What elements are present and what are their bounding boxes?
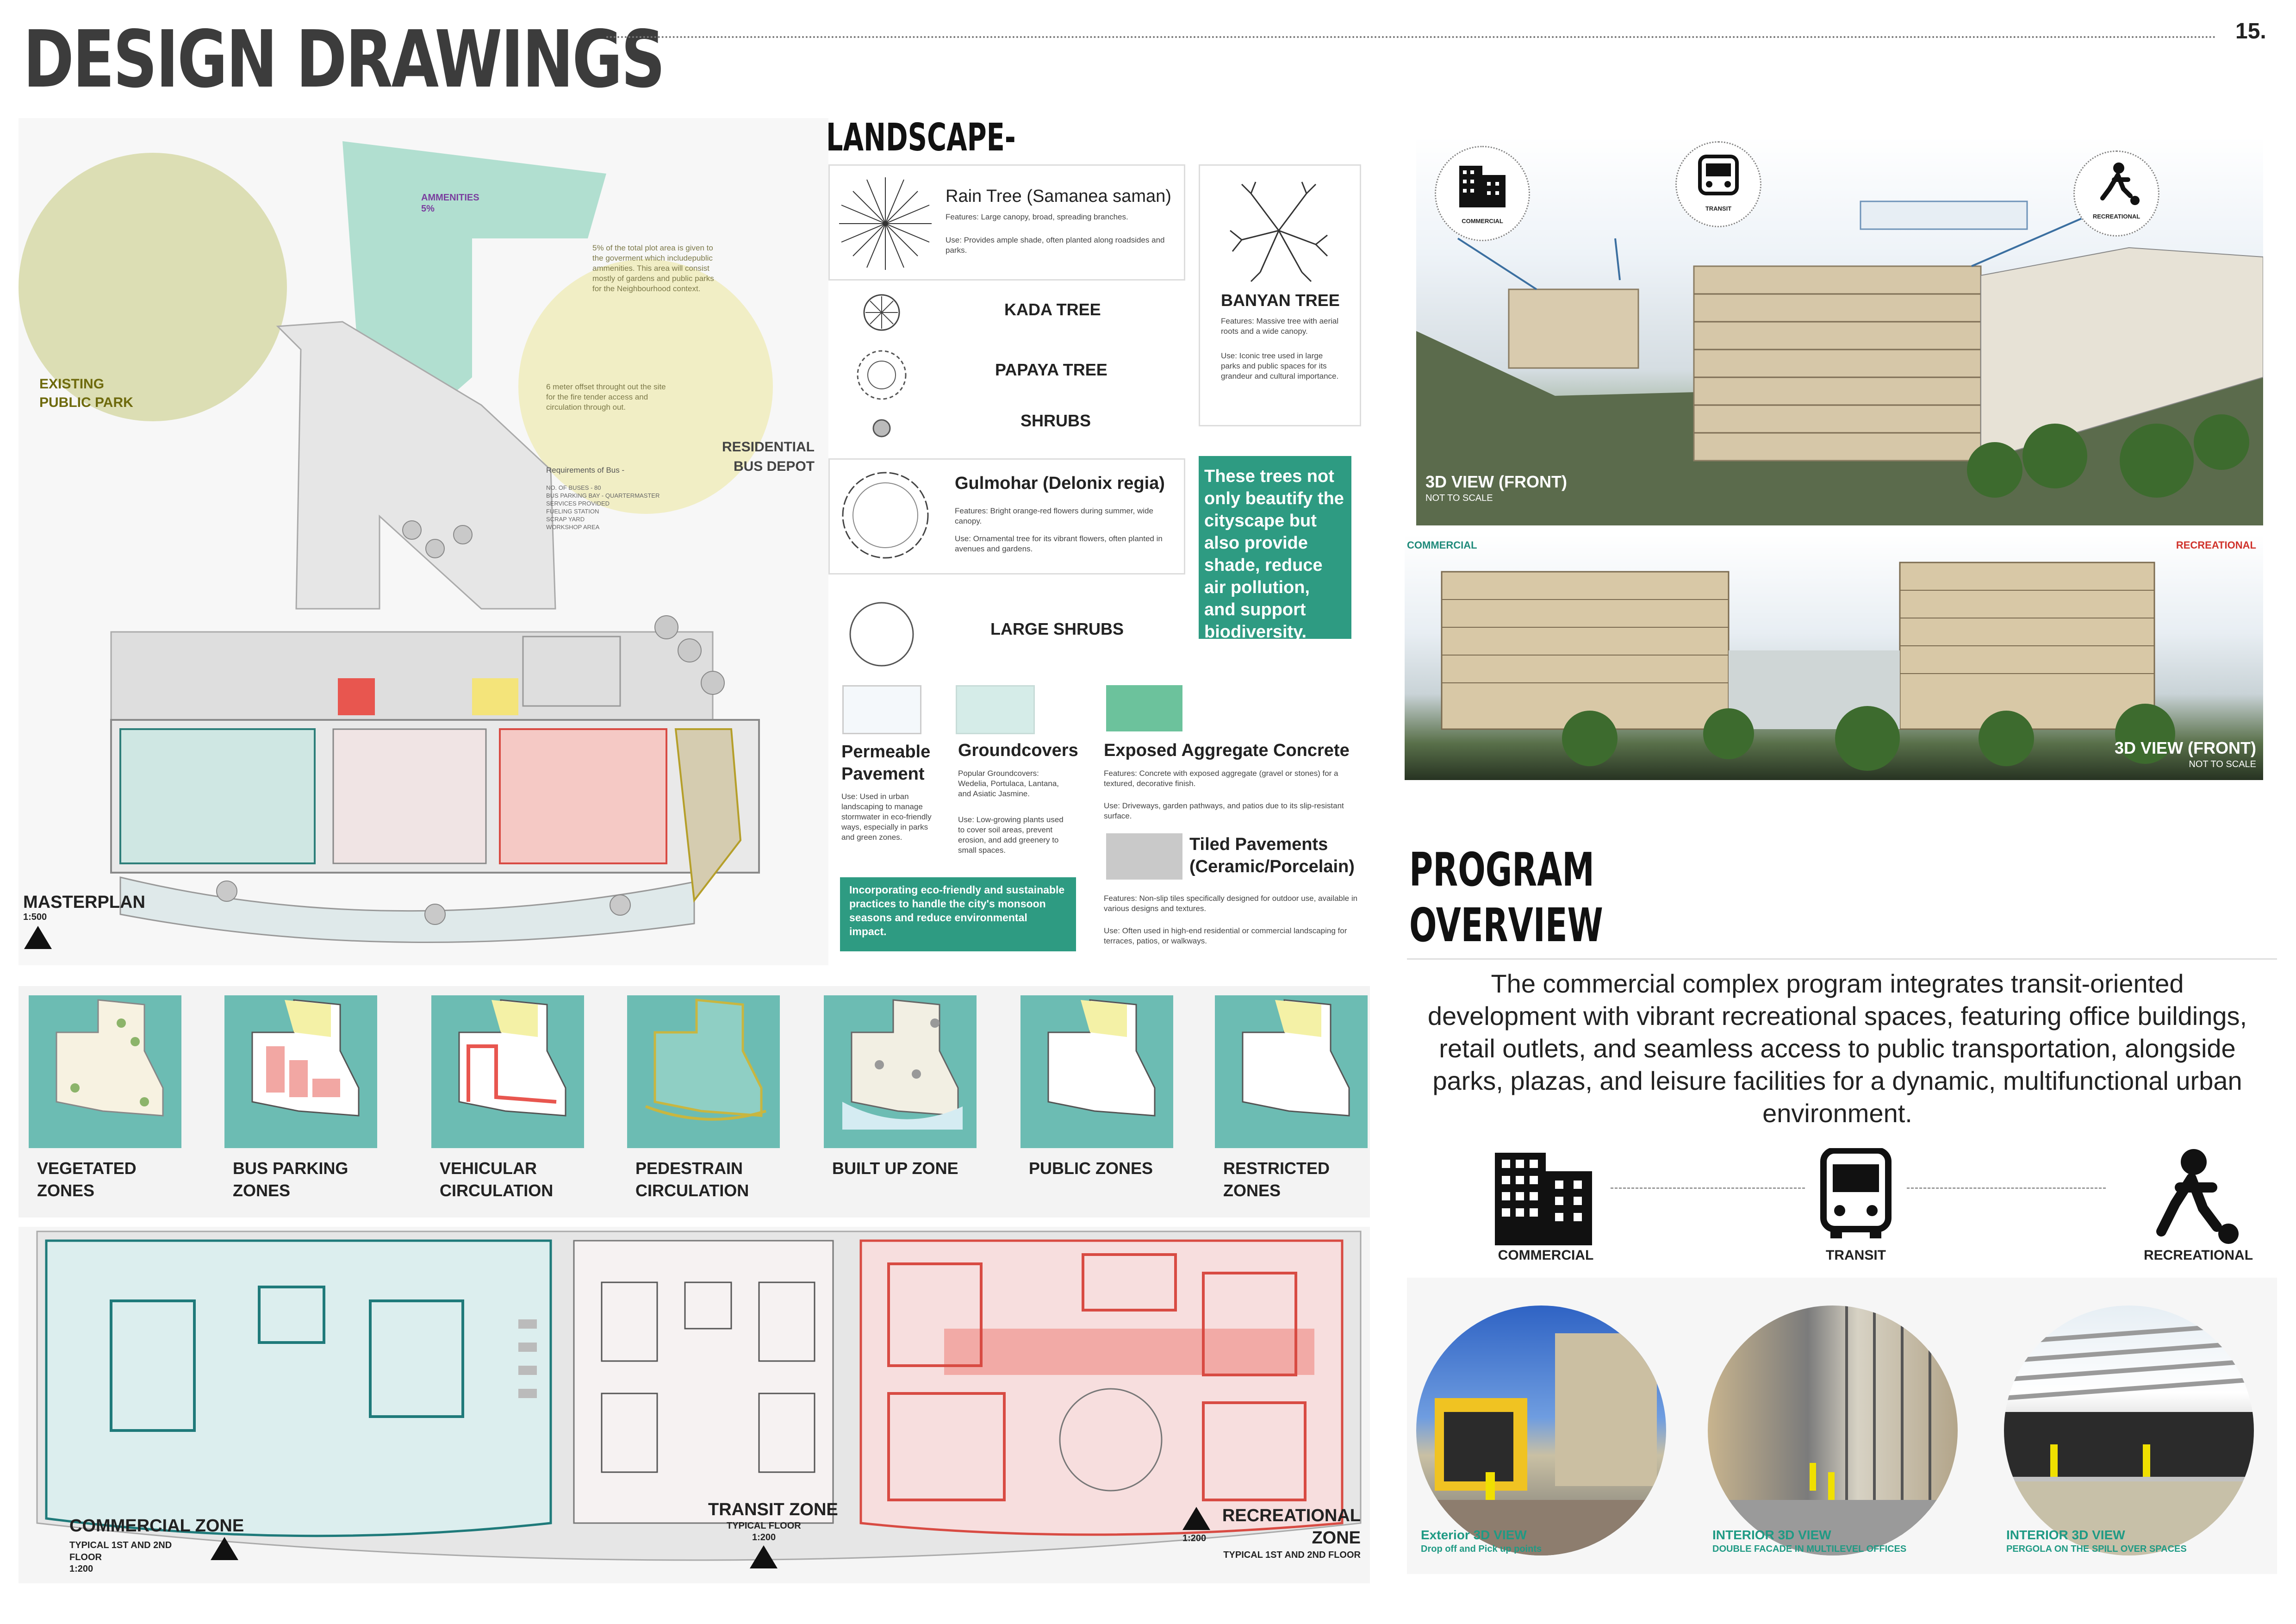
landscape-heading: LANDSCAPE-: [826, 116, 1016, 160]
zone-pedestrian-diagram: [627, 995, 780, 1148]
recreational-icon-circle: [2073, 150, 2159, 237]
tiled-title: Tiled Pavements (Ceramic/Porcelain): [1189, 835, 1355, 876]
groundcovers-title: Groundcovers: [958, 741, 1078, 760]
shrubs-label: SHRUBS: [1020, 411, 1091, 430]
public-plan: [1020, 995, 1173, 1148]
banyan-tree-symbol-icon: [1223, 175, 1334, 286]
banyan-tree-name: BANYAN TREE: [1221, 291, 1340, 310]
north-arrow-icon: [750, 1545, 778, 1568]
view2-title: 3D VIEW (FRONT): [2115, 738, 2256, 757]
north-arrow-icon: [24, 926, 52, 949]
double-facade-sub: DOUBLE FACADE IN MULTILEVEL OFFICES: [1712, 1544, 1907, 1554]
program-transit-label: TRANSIT: [1826, 1248, 1886, 1263]
bus-icon: [1819, 1148, 1893, 1241]
zone-label-vegetated: VEGETATED ZONES: [37, 1159, 137, 1200]
program-connector-1: [1611, 1187, 1805, 1189]
bus-requirements: Requirements of Bus -: [546, 466, 625, 475]
permeable-text: Use: Used in urban landscaping to manage stormwater in eco-friendly ways, especially in parks and green zones.: [841, 792, 932, 842]
rain-tree-card: [828, 164, 1185, 281]
zone-public-diagram: [1020, 995, 1173, 1148]
zone-label-built-up: BUILT UP ZONE: [832, 1159, 958, 1178]
commercial-building-icon: [1490, 1139, 1601, 1250]
commercial-zone-title: COMMERCIAL ZONE: [69, 1516, 244, 1536]
shrubs-symbol-icon: [870, 417, 893, 440]
view2-commercial-label: COMMERCIAL: [1407, 539, 1477, 551]
masterplan-title: MASTERPLAN: [23, 893, 145, 912]
bus-requirements-list: NO. OF BUSES - 80 BUS PARKING BAY - QUARTERMASTER SERVICES PROVIDED FUELING STATION SCRAP YARD WORKSHOP AREA: [546, 484, 660, 531]
program-connector-2: [1907, 1187, 2106, 1189]
program-heading-1: PROGRAM: [1409, 843, 1594, 897]
gulmohar-symbol-icon: [839, 469, 932, 562]
masterplan-scale: 1:500: [23, 912, 47, 922]
zone-label-public: PUBLIC ZONES: [1029, 1159, 1153, 1178]
papaya-tree-label: PAPAYA TREE: [995, 360, 1108, 379]
gulmohar-card: [828, 458, 1185, 575]
groundcovers-text: Popular Groundcovers: Wedelia, Portulaca, Lantana, and Asiatic Jasmine.: [958, 769, 1059, 798]
trees-note: These trees not only beautify the cityscape but also provide shade, reduce air pollution, and support biodiversity.: [1199, 456, 1351, 639]
kada-tree-label: KADA TREE: [1004, 300, 1101, 319]
football-player-icon: [2096, 161, 2142, 207]
gulmohar-features: Features: Bright orange-red flowers during summer, wide canopy.: [955, 506, 1153, 525]
bus-icon: [1698, 154, 1739, 200]
groundcover-swatch: [956, 685, 1035, 734]
eco-note: Incorporating eco-friendly and sustainable practices to handle the city's monsoon seasons and reduce environmental impact.: [840, 877, 1076, 951]
large-shrubs-symbol-icon: [847, 600, 916, 669]
zone-restricted-diagram: [1215, 995, 1368, 1148]
commercial-building-icon: [1455, 156, 1510, 212]
offset-note: 6 meter offset throught out the site for the fire tender access and circulation through out.: [546, 382, 666, 412]
tiled-features: Features: Non-slip tiles specifically designed for outdoor use, available in various designs and textures.: [1104, 894, 1358, 913]
view2-recreational-label: RECREATIONAL: [2176, 539, 2256, 551]
front-view-2-render: [1405, 535, 2263, 780]
rain-tree-symbol-icon: [834, 173, 936, 275]
built-up-plan: [824, 995, 977, 1148]
concrete-swatch: [1106, 685, 1182, 731]
existing-park-label: EXISTING PUBLIC PARK: [39, 376, 133, 410]
recreational-zone-sub: TYPICAL 1ST AND 2ND FLOOR: [1223, 1550, 1361, 1560]
pergola-view-circle: [2004, 1305, 2254, 1555]
permeable-title: Permeable Pavement: [841, 742, 931, 784]
page-number: 15.: [2235, 19, 2266, 44]
banyan-use: Use: Iconic tree used in large parks and public spaces for its grandeur and cultural importance.: [1221, 351, 1339, 381]
commercial-zone-sub: TYPICAL 1ST AND 2ND FLOOR: [69, 1540, 172, 1562]
pergola-image: [2004, 1305, 2254, 1555]
zone-vehicular-diagram: [431, 995, 584, 1148]
exterior-view-sub: Drop off and Pick up points: [1421, 1544, 1542, 1554]
front-view-render: [1416, 137, 2263, 525]
papaya-tree-symbol-icon: [854, 347, 909, 403]
residential-label: RESIDENTIAL BUS DEPOT: [722, 439, 815, 474]
zone-built-up-diagram: [824, 995, 977, 1148]
football-player-icon: [2147, 1148, 2240, 1250]
double-facade-title: INTERIOR 3D VIEW: [1712, 1528, 1831, 1542]
program-divider: [1407, 958, 2277, 960]
permeable-swatch: [842, 685, 921, 734]
vegetated-plan: [29, 995, 181, 1148]
groundcovers-use: Use: Low-growing plants used to cover soil areas, prevent erosion, and add greenery to small spaces.: [958, 815, 1064, 855]
amenities-note: 5% of the total plot area is given to the goverment which includepublic ammenities. This area will consist mostly of gardens and public parks for the Neighbourhood context.: [592, 244, 714, 293]
double-facade-view-circle: [1708, 1305, 1958, 1555]
banyan-tree-card: [1199, 164, 1361, 426]
commercial-zone-scale: 1:200: [69, 1564, 93, 1574]
masterplan-panel: [19, 118, 828, 965]
rain-tree-use: Use: Provides ample shade, often planted along roadsides and parks.: [946, 236, 1165, 255]
rain-tree-features: Features: Large canopy, broad, spreading branches.: [946, 212, 1128, 221]
commercial-icon-circle: [1435, 146, 1530, 241]
program-text: The commercial complex program integrates transit-oriented development with vibrant recreational spaces, featuring office buildings, retail outlets, and seamless access to public transportation, alongside parks, plazas, and leisure facilities for a dynamic, multifunctional urban environment.: [1427, 969, 2247, 1128]
pergola-sub: PERGOLA ON THE SPILL OVER SPACES: [2006, 1544, 2187, 1554]
tiled-use: Use: Often used in high-end residential or commercial landscaping for terraces, patios, or walkways.: [1104, 926, 1347, 945]
exterior-view-circle: [1416, 1305, 1666, 1555]
restricted-plan: [1215, 995, 1368, 1148]
tiled-swatch: [1106, 833, 1182, 880]
recreational-zone-title: RECREATIONAL ZONE: [1222, 1506, 1361, 1548]
program-commercial-label: COMMERCIAL: [1498, 1248, 1594, 1263]
zone-label-bus-parking: BUS PARKING ZONES: [233, 1159, 348, 1200]
rain-tree-name: Rain Tree (Samanea saman): [946, 187, 1171, 206]
north-arrow-icon: [211, 1537, 238, 1560]
large-shrubs-label: LARGE SHRUBS: [990, 619, 1124, 638]
vehicular-plan: [431, 995, 584, 1148]
banyan-features: Features: Massive tree with aerial roots and a wide canopy.: [1221, 317, 1339, 336]
gulmohar-name: Gulmohar (Delonix regia): [955, 474, 1165, 493]
pedestrian-plan: [627, 995, 780, 1148]
recreational-icon-label: RECREATIONAL: [2092, 213, 2140, 220]
concrete-features: Features: Concrete with exposed aggregate (gravel or stones) for a textured, decorative finish.: [1104, 769, 1338, 788]
bus-parking-plan: [224, 995, 377, 1148]
exterior-view-title: Exterior 3D VIEW: [1421, 1528, 1527, 1542]
zone-label-vehicular: VEHICULAR CIRCULATION: [440, 1159, 554, 1200]
double-facade-image: [1708, 1305, 1958, 1555]
page-title: DESIGN DRAWINGS: [23, 14, 664, 106]
commercial-icon-label: COMMERCIAL: [1462, 218, 1503, 225]
zone-vegetated-diagram: [29, 995, 181, 1148]
view1-scale: NOT TO SCALE: [1425, 493, 1493, 503]
view1-title: 3D VIEW (FRONT): [1425, 472, 1567, 491]
transit-zone-title: TRANSIT ZONE: [708, 1500, 838, 1519]
gulmohar-use: Use: Ornamental tree for its vibrant flowers, often planted in avenues and gardens.: [955, 534, 1163, 553]
transit-icon-circle: [1675, 141, 1761, 227]
program-heading-2: OVERVIEW: [1409, 898, 1603, 952]
zone-label-restricted: RESTRICTED ZONES: [1223, 1159, 1330, 1200]
recreational-zone-scale: 1:200: [1182, 1533, 1207, 1543]
transit-zone-scale: 1:200: [752, 1532, 776, 1543]
kada-tree-symbol-icon: [861, 292, 902, 333]
concrete-use: Use: Driveways, garden pathways, and patios due to its slip-resistant surface.: [1104, 801, 1344, 820]
program-recreational-label: RECREATIONAL: [2143, 1248, 2253, 1263]
pergola-title: INTERIOR 3D VIEW: [2006, 1528, 2125, 1542]
view2-scale: NOT TO SCALE: [2189, 759, 2256, 769]
transit-zone-sub: TYPICAL FLOOR: [727, 1521, 801, 1531]
zone-label-pedestrian: PEDESTRAIN CIRCULATION: [635, 1159, 749, 1200]
exterior-view-image: [1416, 1305, 1666, 1555]
transit-icon-label: TRANSIT: [1705, 205, 1732, 212]
amenities-label: AMMENITIES 5%: [421, 193, 479, 214]
title-divider: [606, 36, 2217, 38]
zone-bus-parking-diagram: [224, 995, 377, 1148]
concrete-title: Exposed Aggregate Concrete: [1104, 741, 1350, 760]
